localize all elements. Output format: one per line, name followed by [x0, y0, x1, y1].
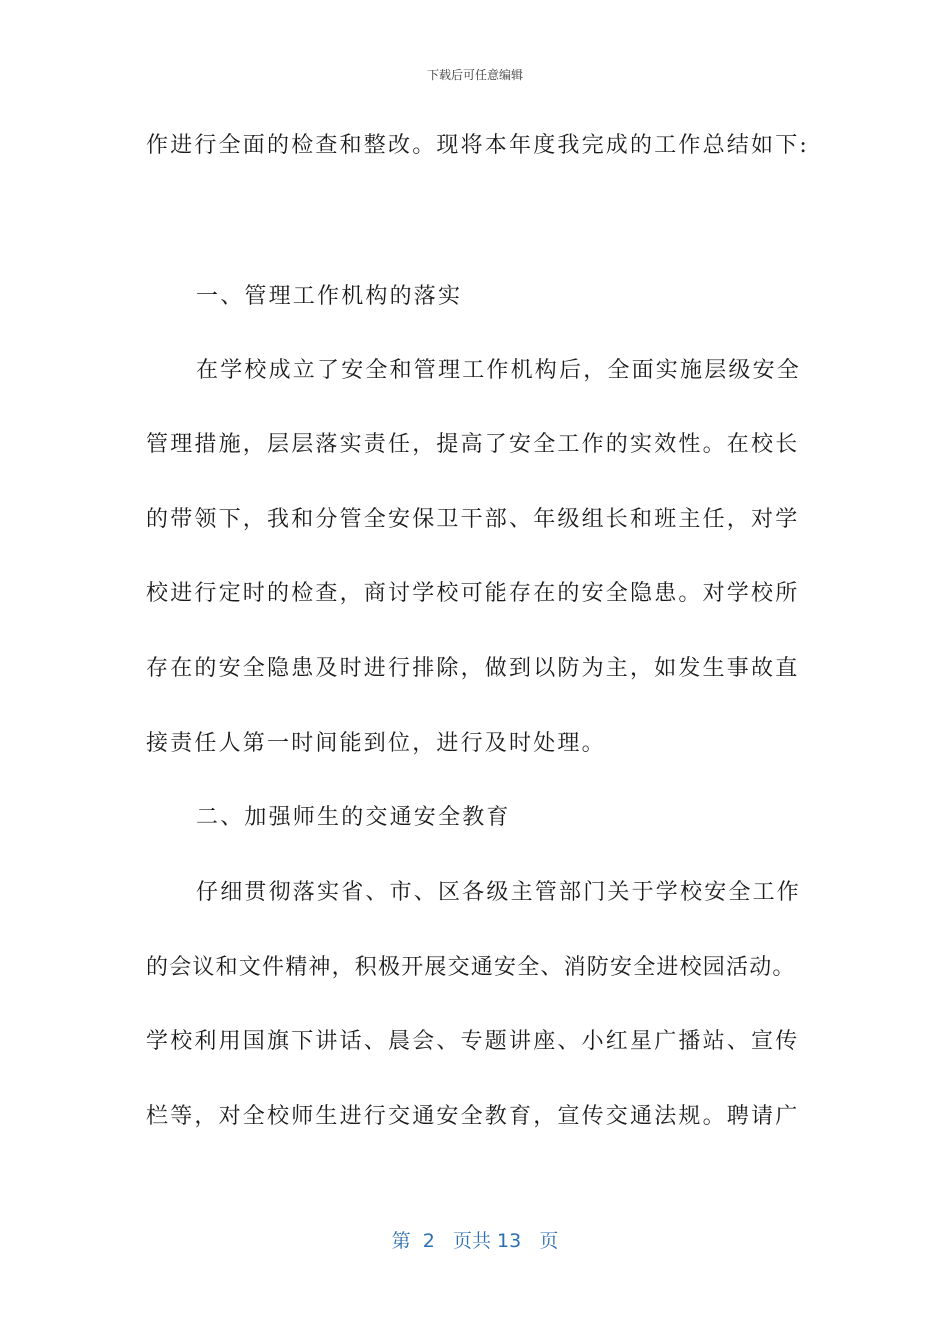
body-line-10: 学校利用国旗下讲话、晨会、专题讲座、小红星广播站、宣传: [146, 1029, 800, 1054]
footer-middle: 页共: [452, 1230, 491, 1252]
body-line-4: 的带领下，我和分管全安保卫干部、年级组长和班主任，对学: [146, 507, 800, 532]
page-footer: [0, 1226, 950, 1253]
body-line-2: 在学校成立了安全和管理工作机构后，全面实施层级安全: [196, 358, 802, 383]
total-pages-number: 13: [497, 1230, 522, 1252]
body-line-7: 接责任人第一时间能到位，进行及时处理。: [146, 731, 606, 756]
page-header: 下载后可任意编辑: [426, 68, 523, 82]
section-heading-1: 一、管理工作机构的落实: [196, 284, 463, 309]
body-line-6: 存在的安全隐患及时进行排除，做到以防为主，如发生事故直: [146, 656, 800, 681]
body-line-8: 仔细贯彻落实省、市、区各级主管部门关于学校安全工作: [196, 880, 802, 905]
body-line-3: 管理措施，层层落实责任，提高了安全工作的实效性。在校长: [146, 432, 800, 457]
body-line-11: 栏等，对全校师生进行交通安全教育，宣传交通法规。聘请广: [146, 1104, 800, 1129]
footer-prefix: 第: [391, 1230, 411, 1252]
section-heading-2: 二、加强师生的交通安全教育: [196, 805, 511, 830]
body-line-1: 作进行全面的检查和整改。现将本年度我完成的工作总结如下:: [146, 133, 810, 158]
current-page-number: 2: [422, 1230, 435, 1252]
body-line-5: 校进行定时的检查，商讨学校可能存在的安全隐患。对学校所: [146, 581, 800, 606]
footer-suffix: 页: [539, 1230, 559, 1252]
body-line-9: 的会议和文件精神，积极开展交通安全、消防安全进校园活动。: [146, 955, 796, 980]
